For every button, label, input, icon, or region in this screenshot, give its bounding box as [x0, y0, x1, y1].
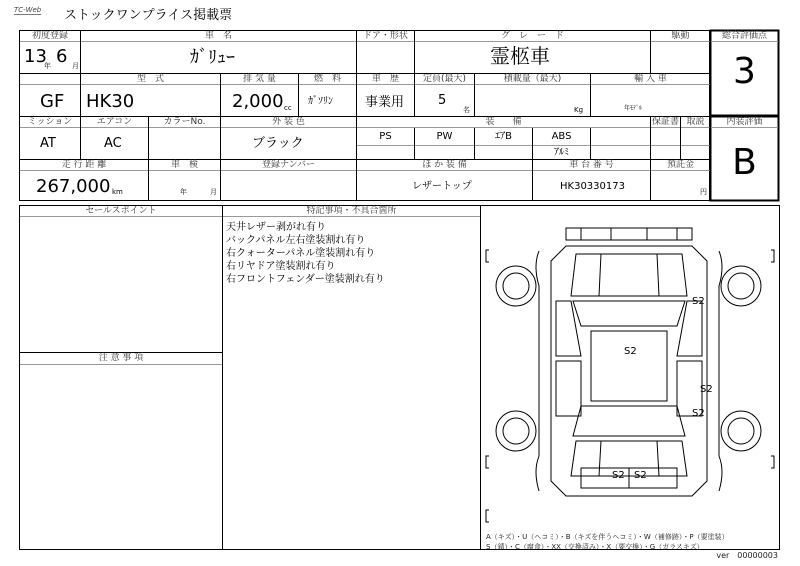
overall-score-value: 3 — [733, 51, 756, 92]
version-label: ver 00000003 — [716, 551, 778, 560]
warranty-header: 保証書 — [651, 117, 679, 127]
import-note: 年ﾓﾃﾞﾙ — [624, 105, 643, 112]
vehicle-history-header: 車 歴 — [371, 74, 399, 84]
equip-alumi: ｱﾙﾐ — [554, 147, 569, 158]
remark-item: 右リヤドア塗装割れ有り — [226, 261, 336, 272]
fuel-header: 燃 料 — [313, 74, 341, 84]
manual-header: 取説 — [686, 117, 705, 127]
insp-month-unit: 月 — [210, 188, 217, 196]
insp-year-unit: 年 — [180, 188, 187, 196]
equipment-header: 装 備 — [485, 117, 522, 127]
exterior-color-header: 外 装 色 — [272, 117, 305, 127]
sales-point-header: セールスポイント — [85, 206, 157, 216]
remark-item: 右クォーターパネル塗装割れ有り — [226, 248, 376, 259]
car-name-value: ｶﾞﾘｭｰ — [190, 47, 235, 68]
grade-value: 霊柩車 — [490, 44, 550, 68]
overall-score-header: 総合評価点 — [721, 31, 767, 41]
mark-right-rear-door: S2 — [700, 384, 713, 395]
load-unit: Kg — [574, 106, 584, 114]
equip-abs: ABS — [551, 131, 572, 142]
interior-score-header: 内装評価 — [726, 117, 763, 127]
displacement-header: 排 気 量 — [243, 74, 276, 84]
chassis-no-header: 車 台 番 号 — [569, 160, 614, 170]
color-no-header: カラーNo. — [163, 117, 206, 127]
aircon-value: AC — [104, 136, 122, 151]
mileage-header: 走 行 距 離 — [61, 160, 107, 170]
legend-line: S（錆）・C（腐食）・XX（交換済み）・X（要交換）・G（ガラスキズ） — [486, 543, 704, 551]
remark-item: 天井レザー剥がれ有り — [226, 222, 326, 233]
model-value: HK30 — [86, 91, 135, 112]
load-header: 積載量（最大) — [503, 74, 562, 84]
grade-header: グ レ ー ド — [500, 31, 564, 41]
capacity-unit: 名 — [463, 106, 470, 114]
capacity-value: 5 — [438, 93, 447, 108]
logo: TC-Web — [14, 6, 42, 14]
aircon-header: エアコン — [96, 117, 133, 127]
reg-year-unit: 年 — [44, 62, 51, 70]
legend-line: A（キズ）・U（ヘコミ）・B（キズを伴うヘコミ）・W（補修跡）・P（要塗装） — [486, 533, 729, 541]
fuel-value: ｶﾞｿﾘﾝ — [308, 96, 333, 107]
interior-score-value: B — [732, 142, 757, 183]
import-header: 輸 入 車 — [634, 74, 667, 84]
model-header: 型 式 — [136, 74, 164, 84]
reg-year: 13 — [24, 46, 47, 67]
damage-legend — [486, 532, 729, 552]
vehicle-history-value: 事業用 — [365, 95, 405, 110]
model-prefix: GF — [40, 91, 65, 112]
car-name-header: 車 名 — [204, 31, 232, 41]
mission-value: AT — [40, 136, 56, 151]
deposit-header: 預託金 — [666, 160, 694, 170]
inspection-header: 車 検 — [170, 160, 198, 170]
reg-number-header: 登録ナンバー — [262, 160, 315, 170]
mark-roof: S2 — [624, 346, 637, 357]
mark-right-quarter: S2 — [692, 296, 705, 307]
displacement-value: 2,000 — [232, 91, 284, 112]
first-reg-header: 初度登録 — [31, 31, 68, 41]
chassis-no-value: HK30330173 — [560, 181, 625, 192]
capacity-header: 定員(最大) — [422, 74, 467, 84]
other-equipment-header: ほ か 装 備 — [422, 160, 467, 170]
remark-item: バックパネル左右塗装割れ有り — [226, 235, 366, 246]
mark-right-front-fender: S2 — [692, 408, 705, 419]
equip-airbag: ｴｱB — [495, 131, 512, 142]
caution-header: 注 意 事 項 — [98, 353, 144, 363]
reg-month-unit: 月 — [72, 62, 79, 70]
mark-back-panel-left: S2 — [612, 470, 625, 481]
deposit-unit: 円 — [700, 188, 707, 196]
page-title: ストックワンプライス掲載票 — [64, 8, 233, 23]
mark-back-panel-right: S2 — [634, 470, 647, 481]
car-damage-diagram — [481, 206, 779, 532]
exterior-color-value: ブラック — [252, 136, 304, 151]
mission-header: ミッション — [27, 117, 73, 127]
equip-ps: PS — [379, 131, 392, 142]
remark-item: 右フロントフェンダー塗装割れ有り — [226, 274, 385, 285]
mileage-value: 267,000 — [36, 176, 111, 197]
displacement-unit: cc — [284, 104, 292, 112]
equip-pw: PW — [436, 131, 453, 142]
door-shape-header: ドア・形状 — [363, 31, 408, 41]
other-equipment-value: レザートップ — [412, 181, 472, 192]
remarks-list — [226, 221, 385, 286]
drive-header: 駆動 — [671, 31, 690, 41]
mileage-unit: km — [112, 188, 123, 196]
reg-month: 6 — [56, 46, 68, 67]
remarks-header: 特記事項・不具合箇所 — [306, 206, 397, 216]
